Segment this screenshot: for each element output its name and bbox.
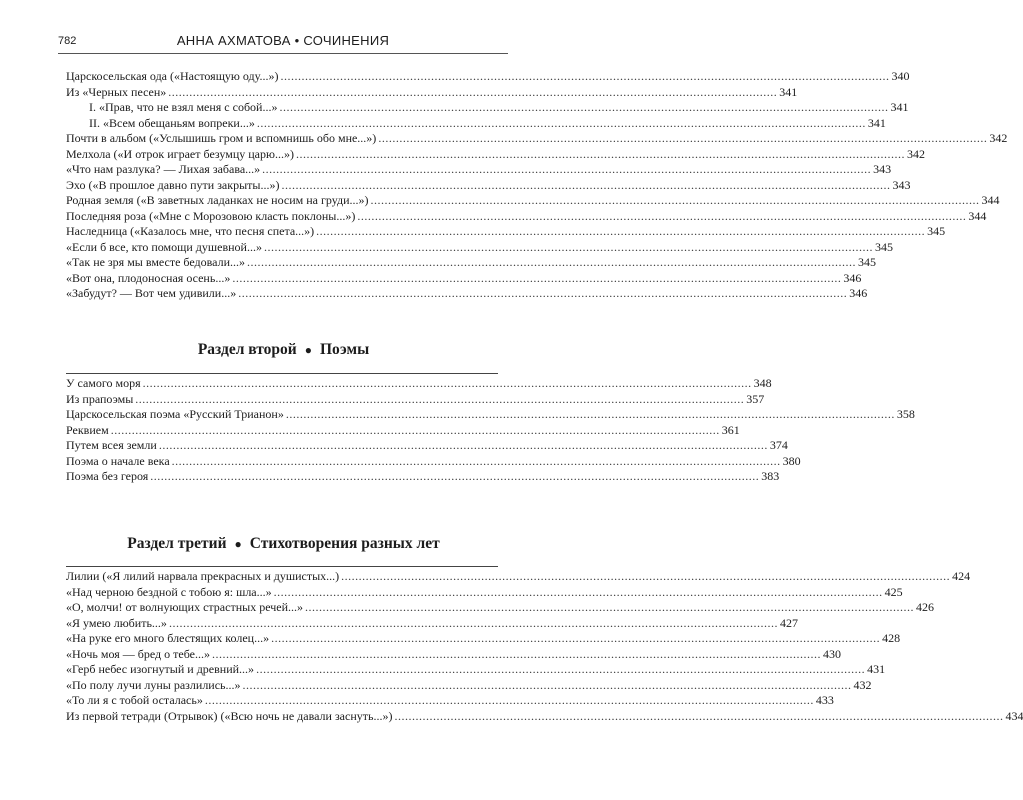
toc-entry-title: «Ночь моя — бред о тебе...» (66, 646, 210, 661)
toc-entry-page: 424 (952, 569, 971, 583)
dot-leader (205, 693, 814, 709)
section-3-heading (0, 535, 567, 553)
toc-entry-page: 430 (822, 646, 841, 661)
toc-entry (66, 100, 909, 116)
toc-entry-title: Мелхола («И отрок играет безумцу царю...») (66, 146, 294, 161)
dot-leader (169, 616, 778, 632)
dot-leader (212, 647, 821, 663)
toc-entry-page: 361 (721, 422, 740, 437)
toc-entry-title: Поэма без героя (66, 469, 149, 483)
toc-entry-page: 345 (858, 255, 876, 269)
toc-entry (66, 407, 915, 423)
dot-leader (172, 454, 781, 470)
toc-entry-page: 427 (779, 615, 798, 630)
dot-leader (274, 585, 883, 601)
toc-entry-page: 428 (882, 631, 901, 645)
toc-section-1-list (66, 69, 1008, 302)
toc-entry-title: «Герб небес изогнутый и древний...» (66, 662, 255, 676)
toc-entry (66, 600, 934, 616)
toc-entry-page: 345 (927, 224, 946, 238)
toc-entry-title: Путем всея земли (66, 438, 157, 452)
toc-entry-title: Родная земля («В заветных ладанках не носим на груди...») (66, 193, 369, 207)
toc-entry-page: 432 (853, 677, 872, 692)
section-3-label: Раздел третий (127, 535, 227, 552)
toc-entry-title: Из «Черных песен» (66, 84, 167, 99)
toc-entry (66, 693, 834, 709)
toc-entry-page: 346 (849, 286, 868, 300)
toc-entry-page: 342 (989, 131, 1008, 145)
section-2-divider (66, 373, 498, 374)
dot-leader (341, 569, 950, 585)
toc-entry (66, 615, 798, 632)
dot-leader (394, 709, 1003, 725)
section-3-divider (66, 566, 498, 567)
toc-entry-page: 433 (815, 693, 834, 707)
toc-entry-page: 431 (867, 662, 886, 676)
toc-entry-title: Царскосельская поэма «Русский Трианон» (66, 407, 284, 421)
dot-leader (279, 100, 888, 116)
toc-entry-page: 344 (981, 193, 1000, 207)
toc-entry-page: 342 (906, 146, 925, 161)
dot-leader (281, 178, 890, 194)
running-title: АННА АХМАТОВА • СОЧИНЕНИЯ (176, 33, 390, 48)
toc-entry-title: Лилии («Я лилий нарвала прекрасных и душистых...) (66, 569, 340, 583)
toc-entry (66, 662, 886, 678)
dot-leader (280, 69, 889, 85)
toc-entry-title: «Я умею любить...» (66, 615, 167, 630)
toc-entry-title: «Так не зря мы вместе бедовали...» (66, 255, 245, 269)
dot-leader (378, 131, 987, 147)
section-2-label: Раздел второй (197, 341, 297, 358)
dot-leader (150, 469, 759, 485)
toc-entry-title: «Над черною бездной с тобою я: шла...» (66, 584, 272, 599)
toc-entry-page: 357 (746, 391, 765, 406)
toc-entry (66, 646, 841, 663)
dot-leader (271, 631, 880, 647)
toc-entry-page: 341 (779, 84, 798, 99)
bullet-icon: ● (304, 343, 312, 357)
toc-entry-page: 346 (843, 270, 862, 285)
dot-leader (264, 240, 873, 256)
toc-entry-title: Наследница («Казалось мне, что песня спета...») (66, 224, 315, 238)
page-number: 782 (58, 35, 77, 47)
toc-entry-page: 341 (867, 115, 886, 130)
toc-entry-page: 343 (892, 177, 911, 192)
toc-entry (66, 177, 911, 194)
toc-entry (66, 286, 868, 302)
toc-entry (66, 146, 925, 163)
toc-entry-title: Царскосельская ода («Настоящую оду...») (66, 69, 279, 83)
toc-entry (66, 677, 872, 694)
running-header (58, 32, 508, 54)
dot-leader (238, 286, 847, 302)
toc-entry (66, 391, 765, 408)
toc-entry-page: 380 (782, 453, 801, 468)
toc-section-2-list (66, 376, 915, 485)
toc-entry (66, 208, 987, 225)
dot-leader (111, 423, 720, 439)
toc-entry (66, 224, 946, 240)
toc-entry (66, 469, 780, 485)
toc-entry (66, 584, 903, 601)
section-2-heading (0, 341, 567, 359)
toc-entry-page: 341 (890, 100, 909, 114)
toc-entry-page: 358 (896, 407, 915, 421)
bullet-icon: ● (234, 537, 242, 551)
toc-entry-title: «Вот она, плодоносная осень...» (66, 270, 231, 285)
dot-leader (256, 662, 865, 678)
dot-leader (232, 271, 841, 287)
toc-entry (66, 69, 910, 85)
toc-entry (66, 422, 740, 439)
toc-entry-title: Из прапоэмы (66, 391, 134, 406)
toc-entry-page: 374 (769, 438, 788, 452)
dot-leader (286, 407, 895, 423)
dot-leader (262, 162, 871, 178)
toc-entry (66, 193, 1000, 209)
toc-entry-page: 425 (884, 584, 903, 599)
toc-entry-title: Последняя роза («Мне с Морозовою класть поклоны...») (66, 208, 356, 223)
dot-leader (257, 116, 866, 132)
dot-leader (247, 255, 856, 271)
toc-entry-title: «На руке его много блестящих колец...» (66, 631, 270, 645)
toc-entry-title: I. «Прав, что не взял меня с собой...» (89, 100, 278, 114)
toc-entry-page: 345 (874, 239, 893, 254)
toc-entry-title: Из первой тетради (Отрывок) («Всю ночь не давали заснуть...») (66, 708, 393, 723)
toc-entry (66, 131, 1008, 147)
toc-entry (66, 270, 862, 287)
toc-entry (66, 376, 772, 392)
toc-section-3-list (66, 569, 1023, 724)
toc-entry-page: 383 (761, 469, 780, 483)
section-3-name: Стихотворения разных лет (249, 535, 440, 552)
toc-entry-page: 344 (968, 208, 987, 223)
toc-entry-title: Эхо («В прошлое давно пути закрыты...») (66, 177, 280, 192)
toc-entry-title: «По полу лучи луны разлились...» (66, 677, 241, 692)
dot-leader (316, 224, 925, 240)
toc-entry-page: 343 (873, 162, 892, 176)
toc-entry (66, 569, 971, 585)
toc-entry (66, 708, 1023, 725)
section-2-name: Поэмы (319, 341, 370, 358)
toc-entry-page: 348 (753, 376, 772, 390)
toc-entry (66, 255, 876, 271)
toc-entry (66, 84, 798, 101)
toc-entry-title: «Забудут? — Вот чем удивили...» (66, 286, 237, 300)
toc-entry-title: Реквием (66, 422, 109, 437)
toc-entry-title: «О, молчи! от волнующих страстных речей...» (66, 600, 303, 614)
toc-entry-title: II. «Всем обещаньям вопреки...» (89, 115, 255, 130)
toc-entry (66, 438, 788, 454)
toc-entry-title: «Что нам разлука? — Лихая забава...» (66, 162, 261, 176)
dot-leader (296, 147, 905, 163)
dot-leader (135, 392, 744, 408)
dot-leader (143, 376, 752, 392)
toc-entry-title: «То ли я с тобой осталась» (66, 693, 203, 707)
toc-entry (66, 162, 892, 178)
toc-entry-title: Почти в альбом («Услышишь гром и вспомнишь обо мне...») (66, 131, 377, 145)
toc-entry (66, 631, 901, 647)
toc-entry (66, 115, 886, 132)
dot-leader (357, 209, 966, 225)
dot-leader (168, 85, 777, 101)
toc-entry-page: 434 (1005, 708, 1023, 723)
toc-entry-title: «Если б все, кто помощи душевной...» (66, 239, 262, 254)
toc-entry (66, 239, 893, 256)
toc-entry-page: 340 (891, 69, 910, 83)
dot-leader (243, 678, 852, 694)
dot-leader (371, 193, 980, 209)
toc-entry-page: 426 (916, 600, 934, 614)
toc-entry (66, 453, 801, 470)
toc-entry-title: У самого моря (66, 376, 141, 390)
dot-leader (159, 438, 768, 454)
dot-leader (305, 600, 914, 616)
toc-entry-title: Поэма о начале века (66, 453, 170, 468)
